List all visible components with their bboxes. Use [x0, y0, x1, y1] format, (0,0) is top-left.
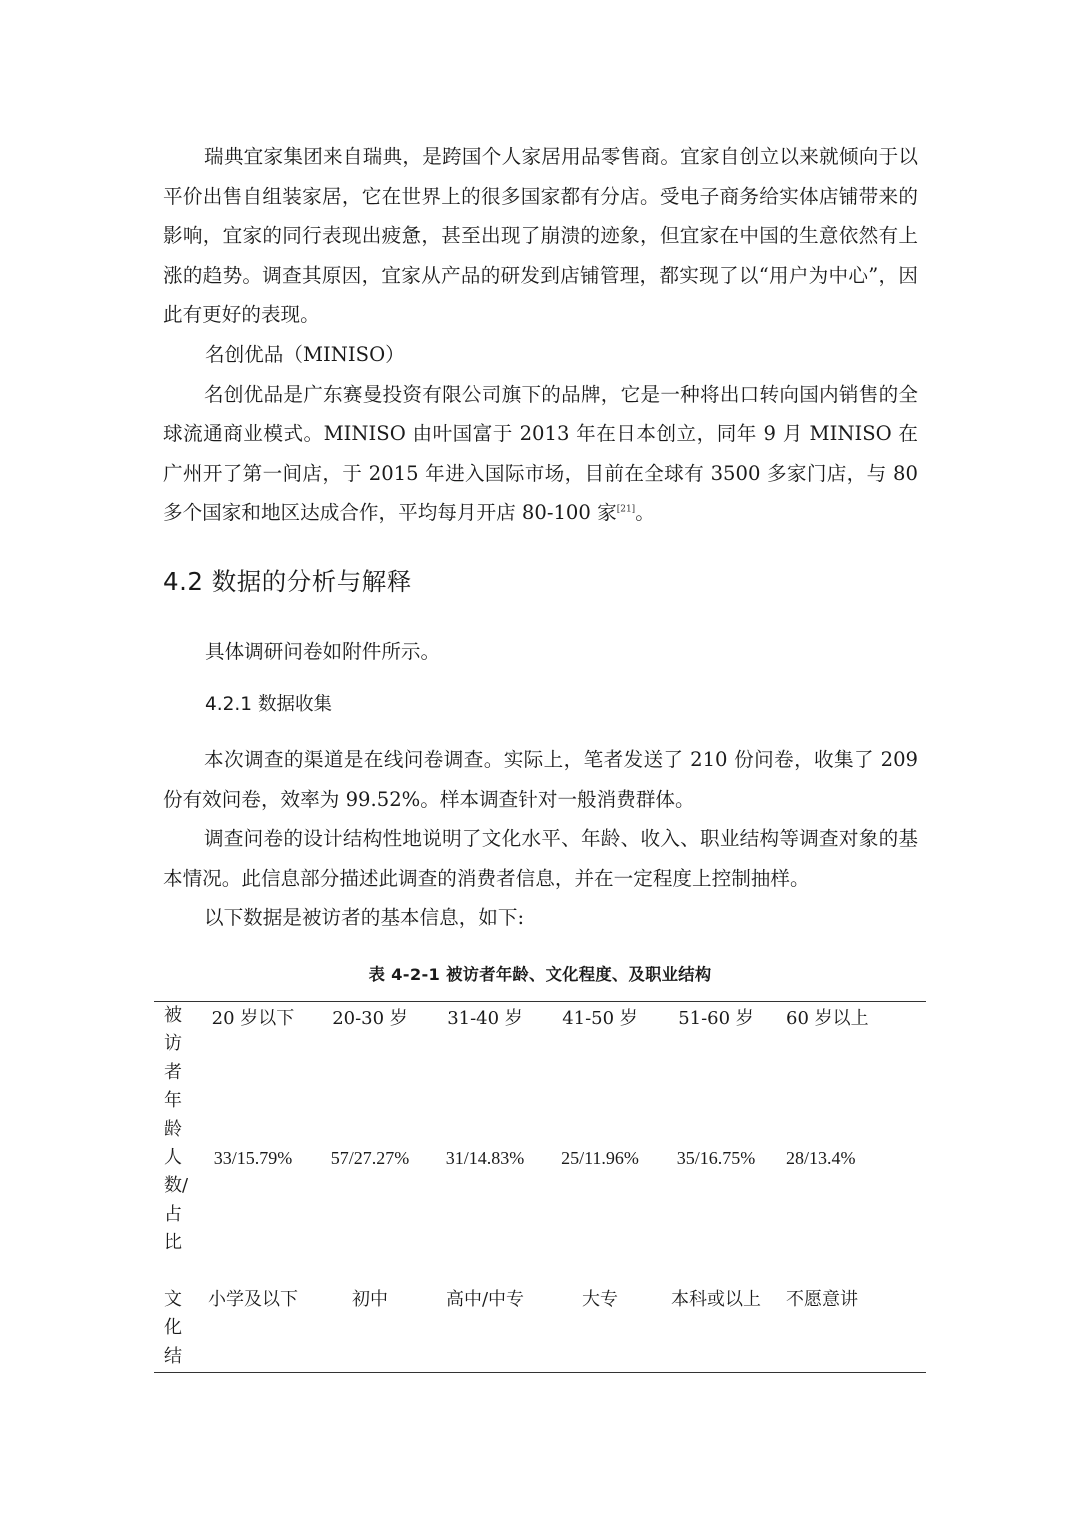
education-cell: 高中/中专	[445, 1289, 525, 1311]
row-head-count-text: 人数/占比	[164, 1147, 189, 1254]
section-heading: 4.2 数据的分析与解释	[163, 567, 412, 596]
age-count-cell: 25/11.96%	[561, 1148, 639, 1169]
age-group-cell: 20 岁以下	[211, 1008, 295, 1029]
paragraph-collection: 本次调查的渠道是在线问卷调查。实际上，笔者发送了 210 份问卷，收集了 209 份有效问卷，效率为 99.52%。样本调查针对一般消费群体。	[163, 748, 918, 811]
education-cell: 不愿意讲	[786, 1289, 858, 1311]
respondent-table	[154, 1001, 926, 1373]
education-cell: 小学及以下	[208, 1289, 298, 1311]
empty-cell	[874, 1144, 926, 1286]
body-text-bottom	[163, 740, 918, 938]
age-group-cell: 20-30 岁	[332, 1008, 408, 1029]
row-head-age	[154, 1002, 192, 1145]
section-intro: 具体调研问卷如附件所示。	[205, 640, 441, 663]
row-head-education	[154, 1286, 192, 1372]
paragraph-ikea: 瑞典宜家集团来自瑞典，是跨国个人家居用品零售商。宜家自创立以来就倾向于以平价出售自组装家居，它在世界上的很多国家都有分店。受电子商务给实体店铺带来的影响，宜家的同行表现出疲惫，甚至出现了崩溃的迹象，但宜家在中国的生意依然有上涨的趋势。调查其原因，宜家从产品的研发到店铺管理，都实现了以“用户为中心”，因此有更好的表现。	[163, 145, 918, 327]
row-head-count	[154, 1144, 192, 1286]
table-row	[154, 1144, 926, 1286]
education-cell: 大专	[582, 1289, 618, 1311]
body-text-top	[163, 137, 918, 533]
age-count-cell: 35/16.75%	[676, 1148, 756, 1169]
age-count-cell: 57/27.27%	[330, 1148, 410, 1169]
education-cell: 本科或以上	[671, 1289, 761, 1311]
paragraph-lead-in: 以下数据是被访者的基本信息，如下:	[204, 906, 525, 930]
row-head-education-text: 文化结	[164, 1289, 182, 1367]
paragraph-miniso	[163, 375, 918, 533]
subsection-heading: 4.2.1 数据收集	[205, 694, 332, 715]
age-count-cell: 28/13.4%	[786, 1148, 856, 1169]
education-cell: 初中	[352, 1289, 388, 1311]
age-count-cell: 31/14.83%	[445, 1148, 525, 1169]
age-group-cell: 60 岁以上	[786, 1008, 869, 1029]
age-count-cell: 33/15.79%	[213, 1148, 293, 1169]
row-head-age-text: 被访者年龄	[164, 1005, 182, 1140]
age-group-cell: 51-60 岁	[678, 1008, 754, 1029]
citation-ref: [21]	[616, 504, 636, 515]
section-intro-block	[163, 632, 918, 672]
age-group-cell: 41-50 岁	[562, 1008, 638, 1029]
table-row	[154, 1286, 926, 1372]
empty-cell	[874, 1286, 926, 1372]
paragraph-miniso-text: 名创优品是广东赛曼投资有限公司旗下的品牌，它是一种将出口转向国内销售的全球流通商业模式。MINISO 由叶国富于 2013 年在日本创立，同年 9 月 MINISO 在广州开了第一间店，于 2015 年进入国际市场，目前在全球有 3500 多家门店，与 80 多个国家和地区达成合作，平均每月开店 80-100 家	[163, 382, 918, 525]
table-row	[154, 1002, 926, 1145]
empty-cell	[874, 1002, 926, 1145]
paragraph-miniso-tail: 。	[635, 501, 655, 525]
paragraph-design: 调查问卷的设计结构性地说明了文化水平、年龄、收入、职业结构等调查对象的基本情况。此信息部分描述此调查的消费者信息，并在一定程度上控制抽样。	[163, 827, 918, 890]
table-caption: 表 4-2-1 被访者年龄、文化程度、及职业结构	[368, 965, 712, 984]
age-group-cell: 31-40 岁	[447, 1008, 523, 1029]
paragraph-miniso-heading: 名创优品（MINISO）	[205, 342, 405, 366]
